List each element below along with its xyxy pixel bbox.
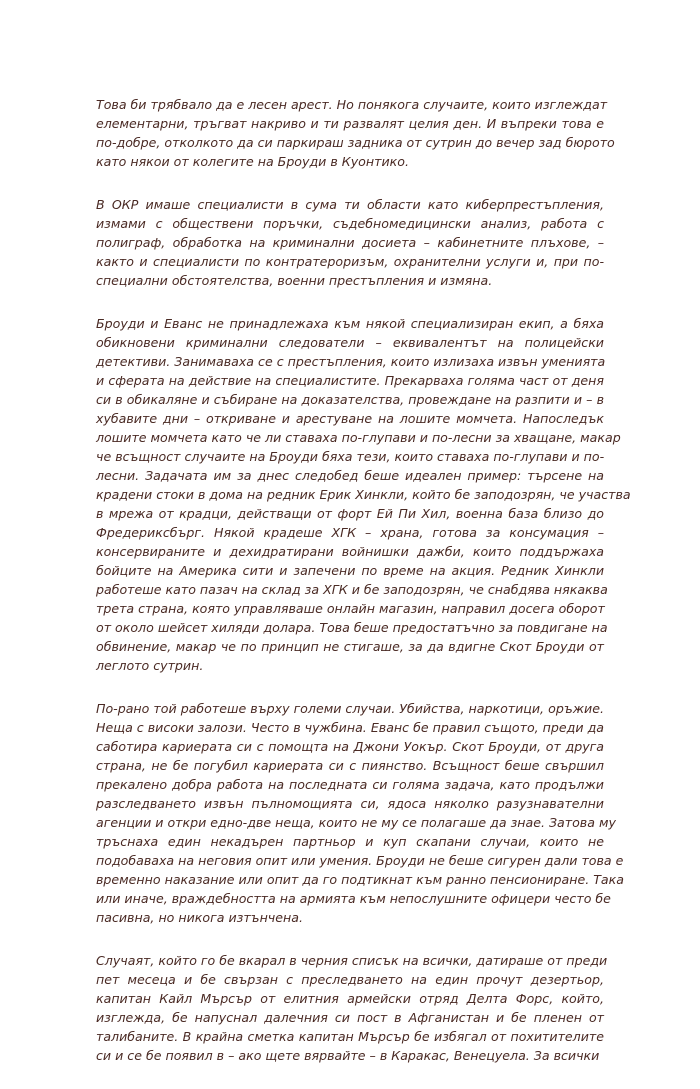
paragraph [96,195,604,290]
text-line: хубавите дни – откриване и арестуване на лошите момчета. Напоследък [96,411,604,426]
text-line: страна, не бе погубил кариерата си с пиянство. Всъщност беше свършил [96,758,604,773]
text-line: измами с обществени поръчки, съдебномедицински анализ, работа с [96,216,604,231]
text-line: консервираните и дехидратирани войнишки дажби, които поддържаха [96,544,604,559]
text-line: подобаваха на неговия опит или умения. Броуди не беше сигурен дали това е [96,853,624,868]
text-line: временно наказание или опит да го подтикнат към ранно пенсиониране. Така [96,872,624,887]
text-line: си и се бе появил в – ако щете вярвайте – в Каракас, Венецуела. За всички [96,1048,600,1063]
text-line: елементарни, тръгват накриво и ти развалят целия ден. И въпреки това е [96,116,604,131]
text-line: тръснаха един некадърен партньор и куп скапани случаи, които не [96,834,604,849]
text-line: обвинение, макар че по принцип не стигаше, за да вдигне Скот Броуди от [96,639,604,654]
text-line: по-добре, отколкото да си паркираш задника от сутрин до вечер зад бюрото [96,135,615,150]
paragraph [96,95,615,171]
text-line: лошите момчета като че ли ставаха по-глупави и по-лесни за хващане, макар [96,430,621,445]
text-line: Това би трябвало да е лесен арест. Но понякога случаите, които изглеждат [96,97,608,112]
text-line: леглото сутрин. [96,658,204,673]
text-line: агенции и откри едно-две неща, които не му се полагаше да знае. Затова му [96,815,616,830]
text-line: че всъщност случаите на Броуди бяха тези, които ставаха по-глупави и по- [96,449,605,464]
text-line: Фредериксбърг. Някой крадеше ХГК – храна, готова за консумация – [96,525,604,540]
text-line: детективи. Занимаваха се с престъпления, които излизаха извън уменията [96,354,606,369]
paragraph [96,314,631,675]
text-line: Неща с високи залози. Често в чужбина. Еванс бе правил същото, преди да [96,720,604,735]
text-line: си в обикаляне и събиране на доказателства, провеждане на разпити и – в [96,392,604,407]
text-line: специални обстоятелства, военни престъпления и измяна. [96,273,493,288]
document-body [96,95,631,1089]
text-line: и сферата на действие на специалистите. Прекарваха голяма част от деня [96,373,604,388]
paragraph [96,699,624,927]
text-line: талибаните. В крайна сметка капитан Мърсър бе избягал от похитителите [96,1029,604,1044]
text-line: крадени стоки в дома на редник Ерик Хинкли, който бе заподозрян, че участва [96,487,631,502]
text-line: изглежда, бе напуснал далечния си пост в Афганистан и бе пленен от [96,1010,604,1025]
text-line: обикновени криминални следователи – еквивалентът на полицейски [96,335,604,350]
text-line: в мрежа от крадци, действащи от форт Ей Пи Хил, военна база близо до [96,506,604,521]
text-line: както и специалисти по контратероризъм, охранителни услуги и, при по- [96,254,604,269]
text-line: бойците на Америка сити и запечени по време на акция. Редник Хинкли [96,563,604,578]
text-line: пет месеца и бе свързан с преследването на един прочут дезертьор, [96,972,604,987]
text-line: Броуди и Еванс не принадлежаха към някой специализиран екип, а бяха [96,316,604,331]
text-line: капитан Кайл Мърсър от елитния армейски отряд Делта Форс, който, [96,991,604,1006]
text-line: разследването извън пълномощията си, ядоса няколко разузнавателни [96,796,604,811]
text-line: лесни. Задачата им за днес следобед беше идеален пример: търсене на [96,468,604,483]
text-line: трета страна, която управляваше онлайн магазин, направил досега оборот [96,601,605,616]
text-line: или иначе, враждебността на армията към непослушните офицери често бе [96,891,611,906]
text-line: полиграф, обработка на криминални досиета – кабинетните плъхове, – [96,235,604,250]
text-line: работеше като пазач на склад за ХГК и бе заподозрян, че снабдява някаква [96,582,608,597]
text-line: пасивна, но никога изтънчена. [96,910,303,925]
text-line: прекалено добра работа на последната си голяма задача, като продължи [96,777,604,792]
text-line: По-рано той работеше върху големи случаи. Убийства, наркотици, оръжие. [96,701,604,716]
text-line: от около шейсет хиляди долара. Това беше предостатъчно за повдигане на [96,620,608,635]
text-line: саботира кариерата си с помощта на Джони Уокър. Скот Броуди, от друга [96,739,604,754]
paragraph [96,951,608,1065]
text-line: В ОКР имаше специалисти в сума ти области като киберпрестъпления, [96,197,604,212]
text-line: като някои от колегите на Броуди в Куонтико. [96,154,409,169]
text-line: Случаят, който го бе вкарал в черния списък на всички, датираше от преди [96,953,608,968]
